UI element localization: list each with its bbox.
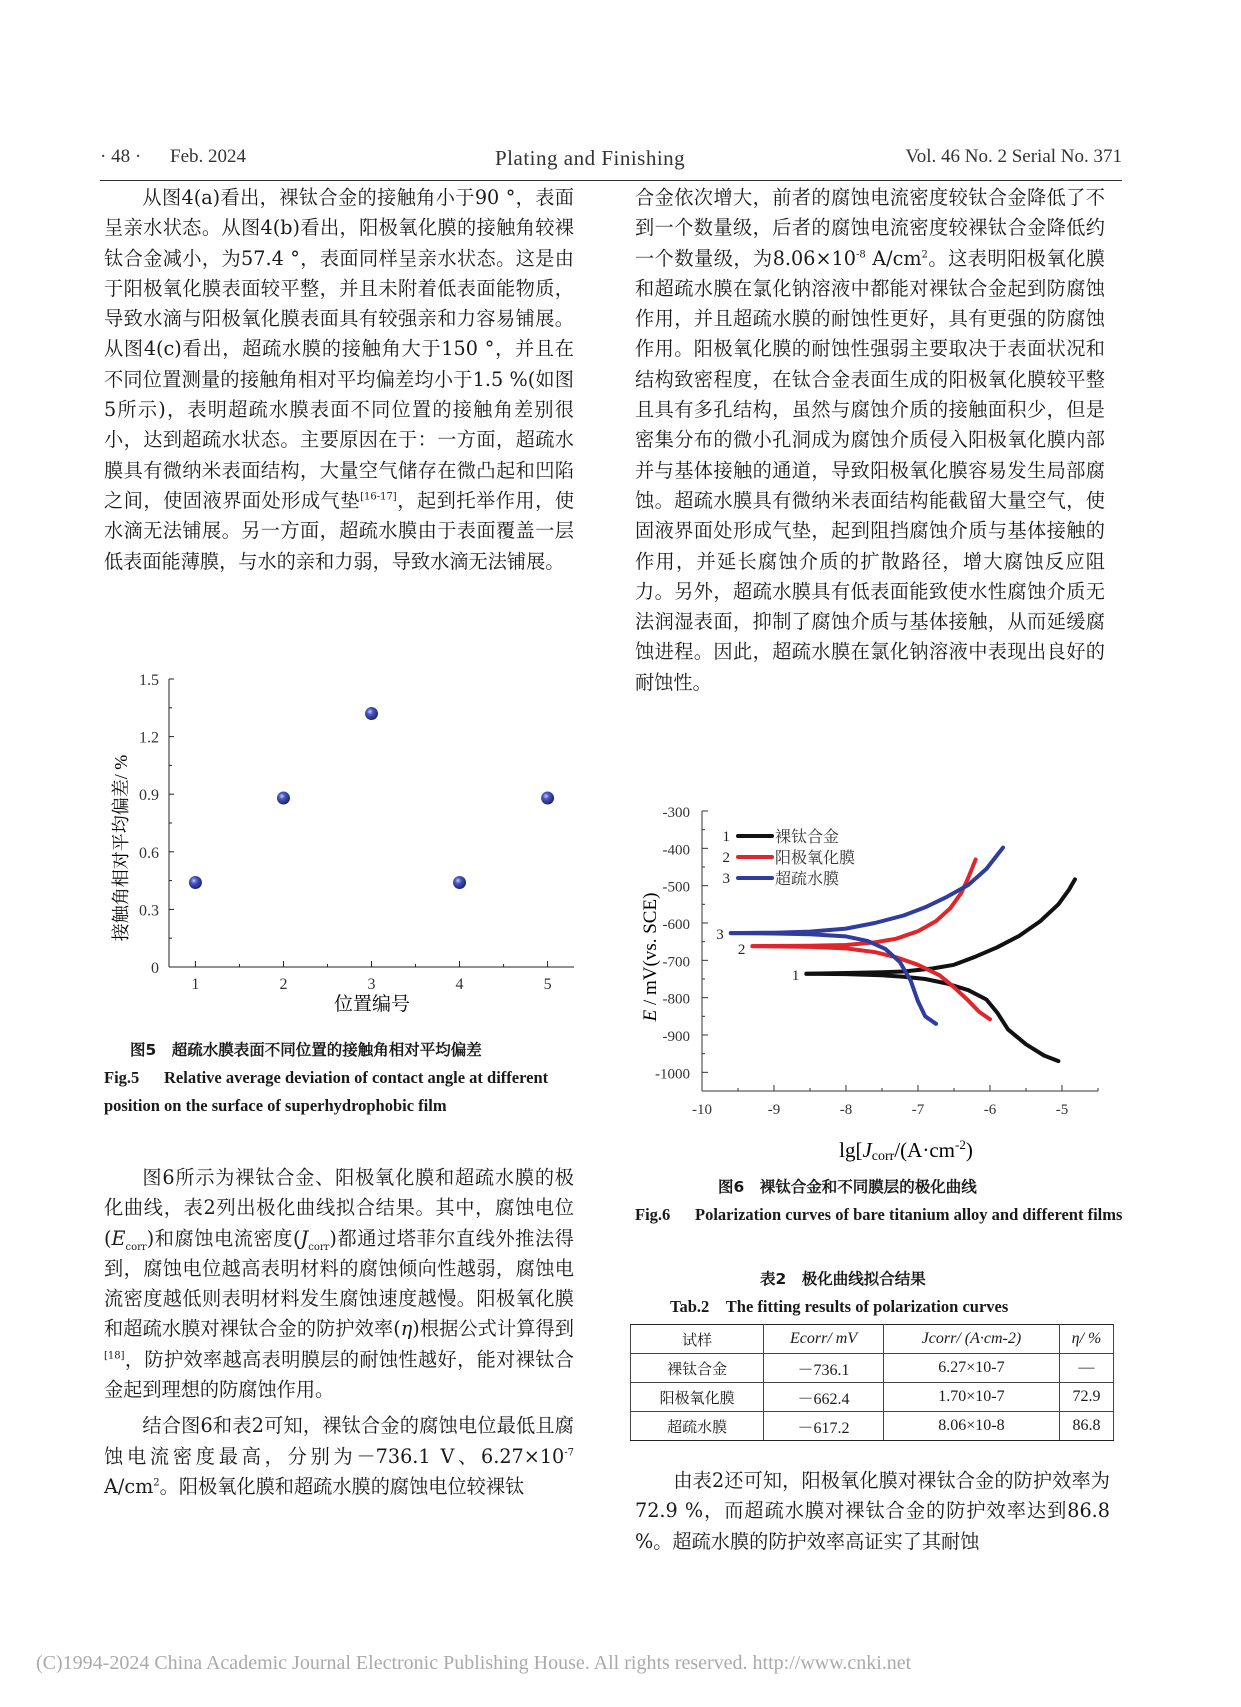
figure6-caption-en: Fig.6 Polarization curves of bare titanium alloy and different films xyxy=(635,1205,1123,1224)
right-column-continued xyxy=(635,1466,1110,1557)
y-tick-label: -700 xyxy=(662,954,690,971)
legend-number: 1 xyxy=(722,829,730,845)
header-sample: 试样 xyxy=(631,1325,764,1354)
table-row xyxy=(631,1412,1114,1441)
figure5-caption-en: Fig.5 Relative average deviation of contact angle at different position on the surface of superhydrophobic film xyxy=(104,1068,549,1115)
y-tick-label: -400 xyxy=(662,842,690,859)
x-tick-label: -10 xyxy=(692,1102,712,1118)
paragraph: 由表2还可知，阳极氧化膜对裸钛合金的防护效率为72.9 %，而超疏水膜对裸钛合金的防护效率达到86.8 %。超疏水膜的防护效率高证实了其耐蚀 xyxy=(635,1469,1110,1553)
curve-label: 2 xyxy=(737,942,746,959)
x-tick-label: -6 xyxy=(983,1102,997,1118)
y-tick-label: 0 xyxy=(151,960,159,977)
figure6-caption-cn: 图6 裸钛合金和不同膜层的极化曲线 xyxy=(718,1178,977,1196)
cell-ecorr: －617.2 xyxy=(764,1412,883,1441)
data-point xyxy=(365,707,378,720)
y-tick-label: -800 xyxy=(662,991,690,1008)
series-line-anodic xyxy=(731,848,1003,934)
x-tick-label: -7 xyxy=(911,1102,925,1118)
series-line-cathodic xyxy=(806,974,1058,1061)
y-tick-label: 0.3 xyxy=(139,902,159,920)
y-axis-label: 接触角相对平均偏差/ % xyxy=(111,754,131,942)
data-point xyxy=(453,876,466,889)
data-point xyxy=(189,876,202,889)
x-tick-label: 5 xyxy=(543,976,552,993)
legend-label: 阳极氧化膜 xyxy=(775,850,856,867)
curve-label: 3 xyxy=(716,927,724,944)
table2 xyxy=(630,1324,1114,1441)
copyright-footer: (C)1994-2024 China Academic Journal Electronic Publishing House. All rights reserved. http://www.cnki.net xyxy=(36,1652,912,1674)
cell-eta: — xyxy=(1060,1354,1114,1383)
paragraph: 结合图6和表2可知，裸钛合金的腐蚀电位最低且腐蚀电流密度最高，分别为－736.1 V、$6.27\times 10^{-7}$ $A/cm^2$。阳极氧化膜和超疏水膜的腐蚀电位较裸钛 xyxy=(104,1414,574,1498)
issue-date: Feb. 2024 xyxy=(170,146,246,167)
x-tick-label: -9 xyxy=(767,1102,781,1118)
y-tick-label: 1.5 xyxy=(139,672,159,689)
x-tick-label: 4 xyxy=(455,976,464,993)
cell-sample: 超疏水膜 xyxy=(631,1412,764,1441)
left-column-continued xyxy=(104,1163,574,1502)
y-tick-label: -1000 xyxy=(655,1066,690,1083)
x-tick-label: 2 xyxy=(279,976,288,993)
volume-info: Vol. 46 No. 2 Serial No. 371 xyxy=(905,146,1122,167)
cell-ecorr: －662.4 xyxy=(764,1383,883,1412)
x-axis-label: 位置编号 xyxy=(333,994,411,1015)
paragraph: 合金依次增大，前者的腐蚀电流密度较钛合金降低了不到一个数量级，后者的腐蚀电流密度较裸钛合金降低约一个数量级，为$8.06\times 10^{-8}$ $A/cm^2$。这表明阳极氧化膜和超疏水膜在氯化钠溶液中都能对裸钛合金起到防腐蚀作用，并且超疏水膜的耐蚀性更好，具有更强的防腐蚀作用。阳极氧化膜的耐蚀性强弱主要取决于表面状况和结构致密程度，在钛合金表面生成的阳极氧化膜较平整且具有多孔结构，虽然与腐蚀介质的接触面积少，但是密集分布的微小孔洞成为腐蚀介质侵入阳极氧化膜内部并与基体接触的通道，导致阳极氧化膜容易发生局部腐蚀。超疏水膜具有微纳米表面结构能截留大量空气，使固液界面处形成气垫，起到阻挡腐蚀介质与基体接触的作用，并延长腐蚀介质的扩散路径，增大腐蚀反应阻力。另外，超疏水膜具有低表面能致使水性腐蚀介质无法润湿表面，抑制了腐蚀介质与基体接触，从而延缓腐蚀进程。因此，超疏水膜在氯化钠溶液中表现出良好的耐蚀性。 xyxy=(635,186,1105,694)
y-tick-label: 0.9 xyxy=(139,787,159,805)
curve-label: 1 xyxy=(791,967,800,984)
table-header-row xyxy=(631,1325,1114,1354)
y-tick-label: -300 xyxy=(662,805,690,821)
x-tick-label: 3 xyxy=(367,976,376,993)
page-number: · 48 · xyxy=(100,146,142,167)
cell-jcorr: 1.70×10-7 xyxy=(883,1383,1059,1412)
y-tick-label: 1.2 xyxy=(139,729,159,747)
table2-caption-cn: 表2 极化曲线拟合结果 xyxy=(760,1270,926,1288)
x-axis-label: $\lg[Jcorr/(A\cdot cm^{-2})$ xyxy=(839,1137,973,1164)
left-column xyxy=(104,183,574,577)
figure5-caption-cn: 图5 超疏水膜表面不同位置的接触角相对平均偏差 xyxy=(130,1041,482,1059)
series-line-cathodic xyxy=(752,946,990,1019)
cell-sample: 阳极氧化膜 xyxy=(631,1383,764,1412)
table-row xyxy=(631,1383,1114,1412)
y-tick-label: -900 xyxy=(662,1029,690,1045)
legend-label: 超疏水膜 xyxy=(775,871,840,888)
y-axis-label: E / mV(vs. SCE) xyxy=(640,892,661,1022)
cell-ecorr: －736.1 xyxy=(764,1354,883,1383)
y-tick-label: -500 xyxy=(662,879,690,896)
data-point xyxy=(541,792,554,805)
cell-jcorr: 6.27×10-7 xyxy=(883,1354,1059,1383)
figure5-chart xyxy=(100,670,600,1040)
legend-number: 2 xyxy=(722,850,730,866)
x-tick-label: 1 xyxy=(191,976,200,993)
journal-title: Plating and Finishing xyxy=(495,146,686,170)
right-column xyxy=(635,183,1105,698)
paragraph: 图6所示为裸钛合金、阳极氧化膜和超疏水膜的极化曲线，表2列出极化曲线拟合结果。其中，腐蚀电位$(E_{corr})$和腐蚀电流密度$(J_{corr})$都通过塔菲尔直线外推法得到，腐蚀电位越高表明材料的腐蚀倾向性越弱，腐蚀电流密度越低则表明材料发生腐蚀速度越慢。阳极氧化膜和超疏水膜对裸钛合金的防护效率(η)根据公式计算得到[18]，防护效率越高表明膜层的耐蚀性越好，能对裸钛合金起到理想的防腐蚀作用。 xyxy=(104,1166,574,1402)
header-jcorr: Jcorr/ (A·cm-2) xyxy=(883,1325,1059,1354)
header-eta: η/ % xyxy=(1060,1325,1114,1354)
figure6-chart xyxy=(630,800,1130,1170)
paragraph: 从图4(a)看出，裸钛合金的接触角小于90 °，表面呈亲水状态。从图4(b)看出，阳极氧化膜的接触角较裸钛合金减小，为57.4 °，表面同样呈亲水状态。这是由于阳极氧化膜表面较平整，并且未附着低表面能物质，导致水滴与阳极氧化膜表面具有较强亲和力容易铺展。从图4(c)看出，超疏水膜的接触角大于150 °，并且在不同位置测量的接触角相对平均偏差均小于1.5 %(如图5所示)，表明超疏水膜表面不同位置的接触角差别很小，达到超疏水状态。主要原因在于：一方面，超疏水膜具有微纳米表面结构，大量空气储存在微凸起和凹陷之间，使固液界面处形成气垫[16-17]，起到托举作用，使水滴无法铺展。另一方面，超疏水膜由于表面覆盖一层低表面能薄膜，与水的亲和力弱，导致水滴无法铺展。 xyxy=(104,186,575,573)
running-header xyxy=(100,146,1122,181)
y-tick-label: -600 xyxy=(662,917,690,933)
x-tick-label: -8 xyxy=(839,1102,853,1118)
data-point xyxy=(277,792,290,805)
x-tick-label: -5 xyxy=(1055,1102,1069,1118)
cell-jcorr: 8.06×10-8 xyxy=(883,1412,1059,1441)
cell-sample: 裸钛合金 xyxy=(631,1354,764,1383)
header-ecorr: Ecorr/ mV xyxy=(764,1325,883,1354)
cell-eta: 72.9 xyxy=(1060,1383,1114,1412)
table2-caption-en: Tab.2 The fitting results of polarization curves xyxy=(670,1297,1009,1316)
cell-eta: 86.8 xyxy=(1060,1412,1114,1441)
legend-label: 裸钛合金 xyxy=(775,829,840,846)
legend-number: 3 xyxy=(722,871,730,887)
y-tick-label: 0.6 xyxy=(139,844,159,862)
table-row xyxy=(631,1354,1114,1383)
